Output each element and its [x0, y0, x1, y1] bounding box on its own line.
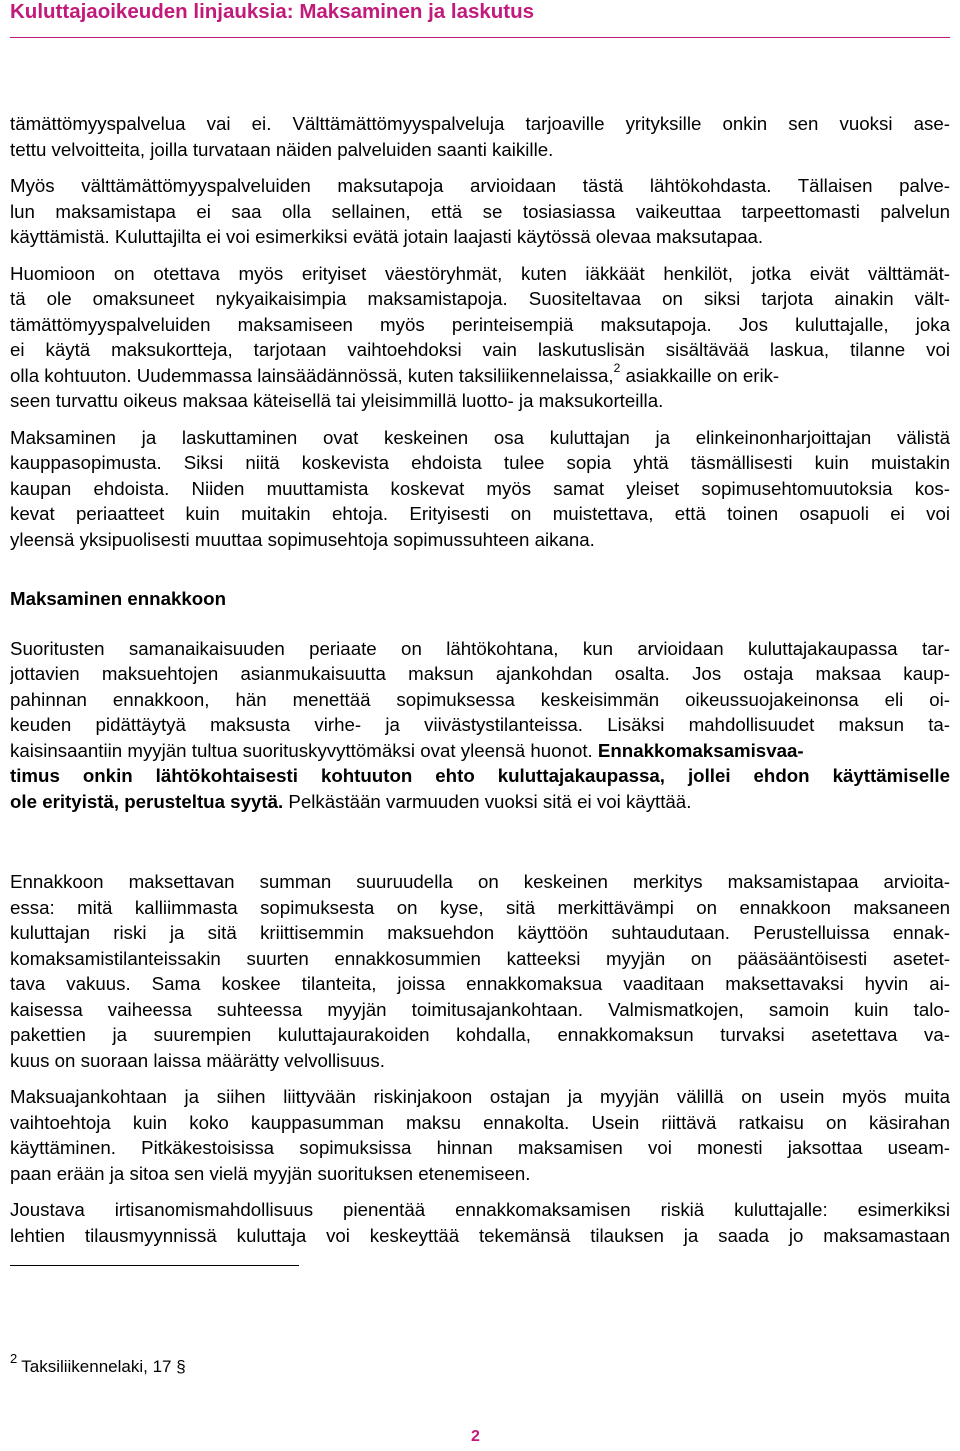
text-segment-bold: ole erityistä, perusteltua syytä.	[10, 790, 284, 812]
text-line: lun maksamistapa ei saa olla sellainen, että se tosiasiassa vaikeuttaa tarpeettomasti palvelun	[10, 200, 950, 222]
text-line	[10, 738, 950, 764]
running-header-title: Kuluttajaoikeuden linjauksia: Maksaminen ja laskutus	[10, 0, 535, 23]
paragraph-5	[10, 636, 950, 815]
text-line	[10, 789, 950, 815]
text-line: pahinnan ennakkoon, hän menettää sopimuksessa keskeisimmän oikeussuojakeinonsa eli oi-	[10, 688, 950, 710]
body-text	[10, 111, 950, 1248]
paragraph-3	[10, 261, 950, 414]
text-line: tämättömyyspalvelua vai ei. Välttämättömyyspalveluja tarjoaville yrityksille onkin sen vuoksi ase-	[10, 113, 950, 134]
text-line: käyttämistä. Kuluttajilta ei voi esimerkiksi evätä jotain laajasti käytössä olevaa maksutapaa.	[10, 226, 764, 247]
footnote-reference[interactable]: 2	[613, 361, 621, 376]
paragraph-6	[10, 869, 950, 1073]
text-segment: Pelkästään varmuuden vuoksi sitä ei voi käyttää.	[283, 790, 692, 812]
text-line: Myös välttämättömyyspalveluiden maksutapoja arvioidaan tästä lähtökohdasta. Tällaisen palve-	[10, 175, 950, 196]
text-line: kauppasopimusta. Siksi niitä koskevista ehdoista tulee sopia yhtä täsmällisesti kuin muistakin	[10, 452, 950, 473]
footnote-number: 2	[10, 1351, 18, 1366]
text-line: pakettien ja suurempien kuluttajaurakoiden kohdalla, ennakkomaksun turvaksi asetettava va-	[10, 1024, 950, 1045]
text-line-bold: timus onkin lähtökohtaisesti kohtuuton ehto kuluttajakaupassa, jollei ehdon käyttämiselle	[10, 765, 950, 786]
paragraph-2	[10, 173, 950, 250]
text-line: käyttäminen. Pitkäkestoisissa sopimuksissa hinnan maksamisen voi monesti jaksottaa useam-	[10, 1137, 950, 1158]
text-line: tava vakuus. Sama koskee tilanteita, joissa ennakkomaksua vaaditaan maksettavaksi hyvin ai-	[10, 973, 950, 994]
paragraph-7	[10, 1084, 950, 1186]
paragraph-8	[10, 1197, 950, 1248]
footnote-separator	[10, 1265, 299, 1266]
text-line: kaisessa vaiheessa suhteessa myyjän toimitusajankohtaan. Valmismatkojen, samoin kuin talo-	[10, 998, 950, 1020]
page-number: 2	[471, 1428, 480, 1445]
text-line: kuluttajan riski ja sitä kriittisemmin maksuehdon käyttöön suhtaudutaan. Perustelluissa ennak-	[10, 922, 950, 943]
text-line: paan erään ja sitoa sen vielä myyjän suorituksen etenemiseen.	[10, 1162, 531, 1184]
footnote	[10, 1351, 186, 1379]
text-line: essa: mitä kalliimmasta sopimuksesta on kyse, sitä merkittävämpi on ennakkoon maksaneen	[10, 896, 950, 918]
running-header	[10, 0, 950, 38]
text-segment: asiakkaille on erik-	[620, 364, 780, 386]
text-line: tettu velvoitteita, joilla turvataan näiden palveluiden saanti kaikille.	[10, 138, 554, 160]
text-segment-bold: Ennakkomaksamisvaa-	[592, 739, 804, 761]
text-line: keuden pidättäytyä maksusta virhe- ja viivästystilanteissa. Lisäksi mahdollisuudet maksun ta-	[10, 714, 950, 735]
text-line: Maksuajankohtaan ja siihen liittyvään riskinjakoon ostajan ja myyjän välillä on usein myös muita	[10, 1086, 950, 1107]
text-line: seen turvattu oikeus maksaa käteisellä tai yleisimmillä luotto- ja maksukorteilla.	[10, 390, 664, 411]
text-line: Huomioon on otettava myös erityiset väestöryhmät, kuten iäkkäät henkilöt, jotka eivät välttämät-	[10, 262, 950, 284]
paragraph-4	[10, 425, 950, 553]
text-line: tä ole omaksuneet nykyaikaisimpia maksamistapoja. Suositeltavaa on siksi tarjota ainakin vält-	[10, 288, 950, 309]
text-line: lehtien tilausmyynnissä kuluttaja voi keskeyttää tekemänsä tilauksen ja saada jo maksamastaan	[10, 1224, 950, 1246]
text-line: kaupan ehdoista. Niiden muuttamista koskevat myös samat yleiset sopimusehtomuutoksia kos-	[10, 477, 950, 499]
paragraph-1	[10, 111, 950, 162]
text-segment: olla kohtuuton. Uudemmassa lainsäädännössä, kuten taksiliikennelaissa,	[10, 364, 614, 386]
text-line: vaihtoehtoja kuin koko kauppasumman maksu ennakolta. Usein riittävä ratkaisu on käsirahan	[10, 1111, 950, 1133]
text-segment: kaisinsaantiin myyjän tultua suorituskyvyttömäksi ovat yleensä huonot.	[10, 739, 593, 761]
text-line: ei käytä maksukortteja, tarjotaan vaihtoehdoksi vain laskutuslisän sisältävää laskua, tilanne voi	[10, 339, 950, 360]
text-line	[10, 363, 950, 389]
text-line: jottavien maksuehtojen asianmukaisuutta maksun ajankohdan osalta. Jos ostaja maksaa kaup-	[10, 663, 950, 684]
text-line: Maksaminen ja laskuttaminen ovat keskeinen osa kuluttajan ja elinkeinonharjoittajan välistä	[10, 426, 950, 448]
text-line: Ennakkoon maksettavan summan suuruudella on keskeinen merkitys maksamistapaa arvioita-	[10, 871, 950, 892]
text-line: tämättömyyspalveluiden maksamiseen myös perinteisempiä maksutapoja. Jos kuluttajalle, joka	[10, 313, 950, 335]
section-heading: Maksaminen ennakkoon	[10, 588, 227, 609]
text-line: yleensä yksipuolisesti muuttaa sopimusehtoja sopimussuhteen aikana.	[10, 528, 595, 550]
footnote-text: Taksiliikennelaki, 17 §	[21, 1357, 186, 1376]
text-line: komaksamistilanteissakin suurten ennakkosummien katteeksi myyjän on pääsääntöisesti asetet-	[10, 947, 950, 969]
text-line: Suoritusten samanaikaisuuden periaate on lähtökohtana, kun arvioidaan kuluttajakaupassa tar-	[10, 637, 950, 659]
text-line: kevat periaatteet kuin muitakin ehtoja. Erityisesti on muistettava, että toinen osapuoli ei voi	[10, 503, 950, 524]
text-line: kuus on suoraan laissa määrätty velvollisuus.	[10, 1049, 385, 1071]
text-line: Joustava irtisanomismahdollisuus pienentää ennakkomaksamisen riskiä kuluttajalle: esimerkiksi	[10, 1199, 950, 1220]
